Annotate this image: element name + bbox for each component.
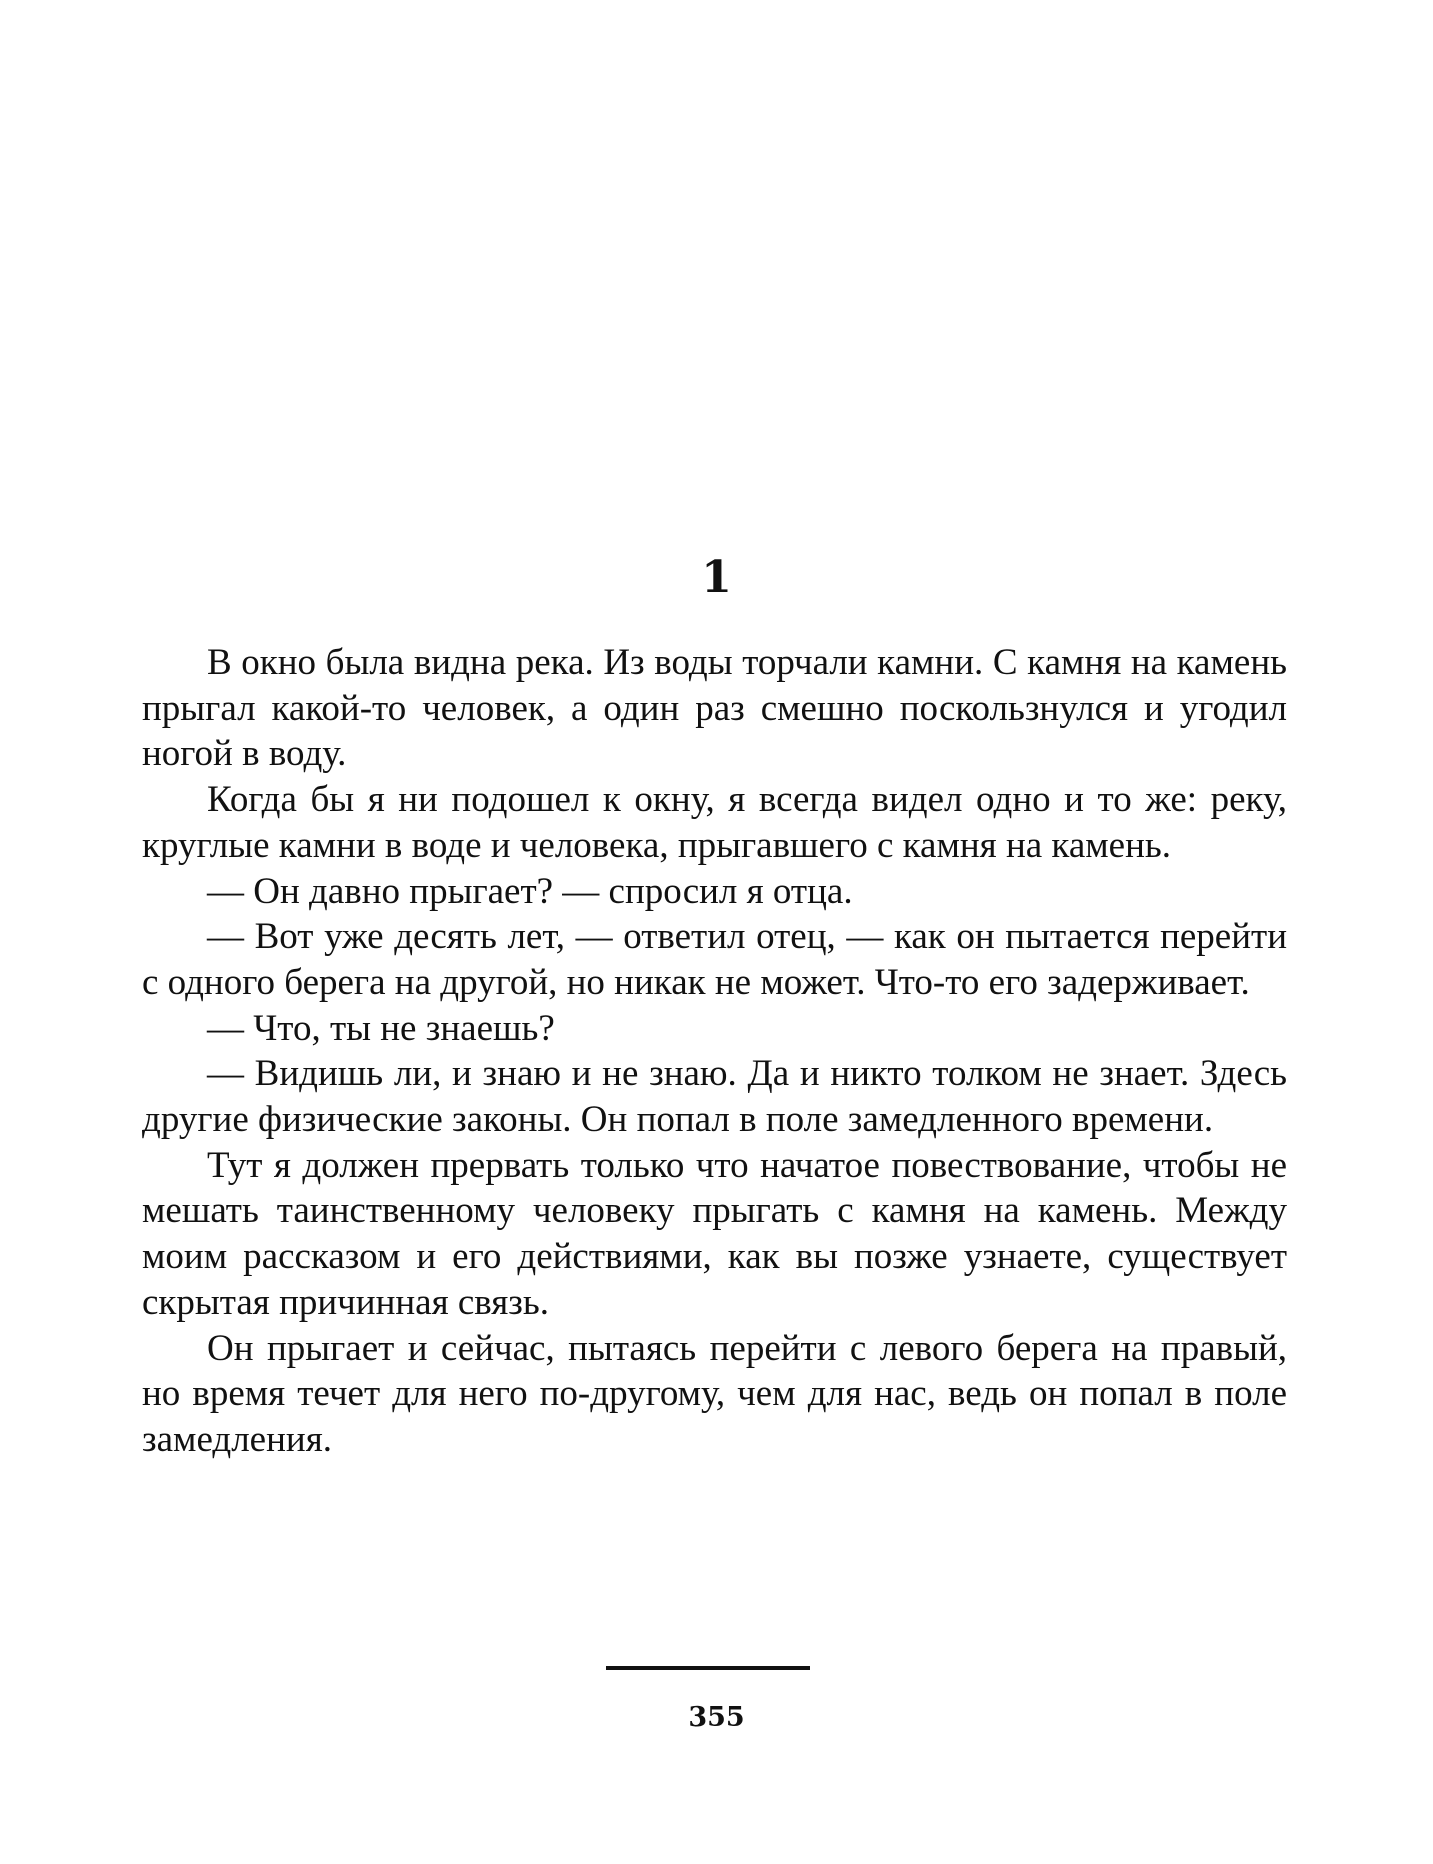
page-number: 355 <box>688 1702 745 1733</box>
paragraph: Тут я должен прервать только что начатое повествование, чтобы не мешать таинственному человеку прыгать с камня на камень. Между моим рассказом и его действиями, как вы позже узнаете, существует скрытая причинная связь. <box>142 1144 1287 1323</box>
dialogue-line: — Он давно прыгает? — спросил я отца. <box>207 870 853 912</box>
chapter-body <box>142 640 1287 1463</box>
paragraph: Когда бы я ни подошел к окну, я всегда видел одно и то же: реку, круглые камни в воде и человека, прыгавшего с камня на камень. <box>142 779 1287 866</box>
dialogue-line: — Вот уже десять лет, — ответил отец, — как он пытается перейти с одного берега на другой, но никак не может. Что-то его задерживает. <box>142 916 1287 1003</box>
dialogue-line: — Видишь ли, и знаю и не знаю. Да и никто толком не знает. Здесь другие физические законы. Он попал в поле замедленного времени. <box>142 1053 1287 1141</box>
paragraph: Он прыгает и сейчас, пытаясь перейти с левого берега на правый, но время течет для него по-другому, чем для нас, ведь он попал в поле замедления. <box>142 1327 1287 1460</box>
dialogue-line: — Что, ты не знаешь? <box>207 1007 555 1049</box>
paragraph: В окно была видна река. Из воды торчали камни. С камня на камень прыгал какой-то человек, а один раз смешно поскользнулся и угодил ногой в воду. <box>142 642 1287 775</box>
chapter-number: 1 <box>701 552 732 603</box>
footer-divider <box>606 1666 810 1670</box>
